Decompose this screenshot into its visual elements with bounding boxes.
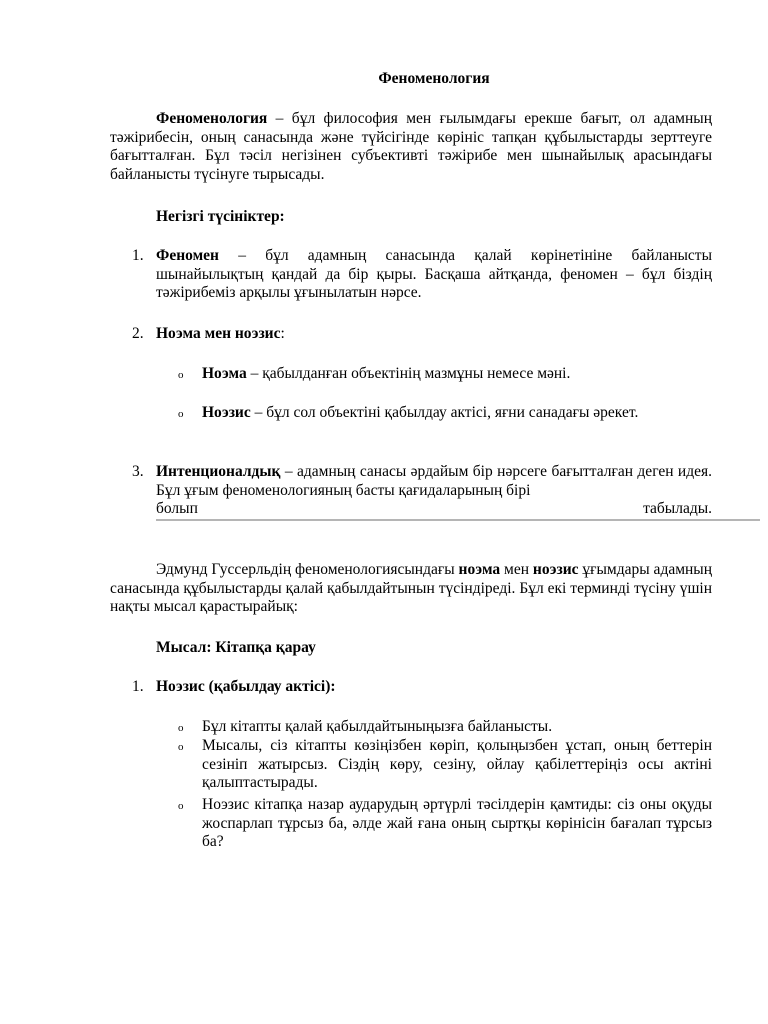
subitem-text: – бұл сол объектіні қабылдау актісі, яғни санадағы әрекет. [250,404,639,421]
term-noema: ноэма [458,561,501,578]
concept-last-line [156,500,712,519]
husserl-text-c: ұғымдары адамның санасында құбылыстарды қалай қабылдайтынын түсіндіреді. Бұл екі терминді түсіну үшін нақты мысал қарастырайық: [110,561,713,615]
subitem-noesis [178,404,712,423]
list-number: 2. [132,325,144,342]
list-number: 3. [132,463,144,480]
divider-line [156,519,760,521]
example-item-noesis [132,678,712,697]
concept-term: Феномен [156,247,219,264]
bullet-marker: o [178,800,184,812]
husserl-paragraph [110,561,712,617]
intro-paragraph [110,110,712,184]
intro-text: – бұл философия мен ғылымдағы ерекше бағыт, ол адамның тәжірибесін, оның санасында және түйсігінде көрініс тапқан құбылыстарды зерттеуге бағытталған. Бұл тәсіл негізінен субъективті тәжірибе мен шынайылық арасындағы байланысты түсінуге тырысады. [110,110,712,183]
concept-text: : [280,325,285,342]
document-title: Феноменология [378,70,490,87]
term-noesis: ноэзис [532,561,579,578]
concept-text: – адамның санасы әрдайым бір нәрсеге бағытталған деген идея. Бұл ұғым феноменологияның басты қағидаларының бірі [156,463,712,499]
concept-text: – бұл адамның санасында қалай көрінетініне байланысты шынайылықтың қандай да бір қыры. Басқаша айтқанда, феномен – бұл біздің тәжірибеміз арқылы ұғынылатын нәрсе. [156,247,712,301]
concept-item-noema-noesis [132,325,712,344]
example-heading: Мысал: Кітапқа қарау [156,639,316,656]
example-bullet [178,718,712,737]
example-bullet-text: Ноэзис кітапқа назар аударудың әртүрлі тәсілдерін қамтиды: сіз оны оқуды жоспарлап тұрсыз ба, әлде жай ғана оның сыртқы көрінісін бағалап тұрсыз ба? [202,796,712,850]
subitem-noema [178,365,712,384]
example-item-term: Ноэзис (қабылдау актісі): [156,678,336,695]
list-number: 1. [132,247,144,264]
intro-term: Феноменология [156,110,268,127]
subitem-term: Ноэма [202,365,247,382]
husserl-text-a: Эдмунд Гуссерльдің феноменологиясындағы [156,561,459,578]
concept-term: Ноэма мен ноэзис [156,325,281,342]
concepts-heading: Негізгі түсініктер: [156,208,285,225]
bullet-marker: o [178,369,184,381]
concept-text-end-left: болып [156,500,198,517]
concept-term: Интенционалдық [156,463,281,480]
concept-item-intentionality [132,463,712,519]
list-number: 1. [132,678,144,695]
example-bullet [178,796,712,852]
example-bullet-text: Мысалы, сіз кітапты көзіңізбен көріп, қолыңызбен ұстап, оның беттерін сезініп жатырсыз. Сіздің көру, сезіну, ойлау қабілеттеріңіз осы актіні қалыптастырады. [202,737,712,791]
bullet-marker: o [178,741,184,753]
bullet-marker: o [178,408,184,420]
concept-text-end-right: табылады. [643,500,712,517]
example-bullet-text: Бұл кітапты қалай қабылдайтыныңызға байланысты. [202,718,553,735]
bullet-marker: o [178,722,184,734]
concept-item-phenomenon [132,247,712,303]
husserl-text-b: мен [500,561,533,578]
example-bullet [178,737,712,793]
subitem-term: Ноэзис [202,404,251,421]
subitem-text: – қабылданған объектінің мазмұны немесе мәні. [246,365,571,382]
